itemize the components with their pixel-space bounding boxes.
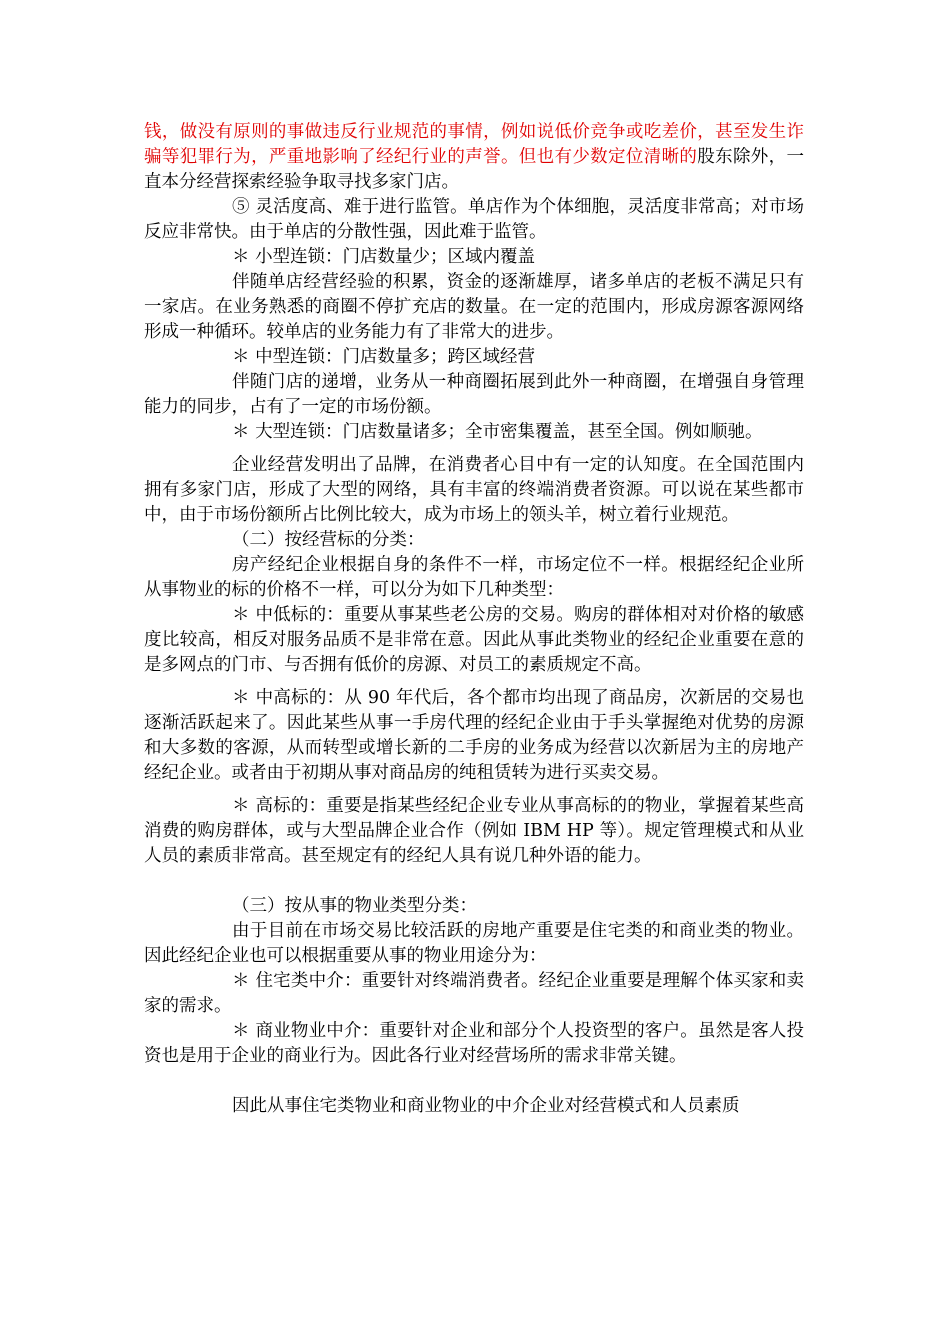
bullet-medium-chain: ＊ 中型连锁：门店数量多；跨区域经营 [232,347,536,367]
highlighted-text: 钱，做没有原则的事做违反行业规范的事情，例如说低价竞争或吃差价，甚至发生诈骗等犯罪行为，严重地影响了经纪行业的声誉。但也有少数定位清晰的 [144,122,804,167]
paragraph-intro [144,120,804,195]
document-body [144,120,804,1119]
bullet-residential: ＊ 住宅类中介：重要针对终端消费者。经纪企业重要是理解个体买家和卖家的需求。 [144,971,804,1016]
spacer [144,1069,804,1094]
paragraph-target-intro: 房产经纪企业根据自身的条件不一样，市场定位不一样。根据经纪企业所从事物业的标的价格不一样，可以分为如下几种类型： [144,555,804,600]
paragraph-small-chain: 伴随单店经营经验的积累，资金的逐渐雄厚，诸多单店的老板不满足只有一家店。在业务熟悉的商圈不停扩充店的数量。在一定的范围内，形成房源客源网络形成一种循环。较单店的业务能力有了非常大的进步。 [144,272,804,342]
section-heading-2: （二）按经营标的分类： [232,530,425,550]
bullet-small-chain: ＊ 小型连锁：门店数量少；区域内覆盖 [232,247,536,267]
bullet-large-chain: ＊ 大型连锁：门店数量诸多；全市密集覆盖，甚至全国。例如顺驰。 [232,422,763,442]
paragraph-flexibility: ⑤ 灵活度高、难于进行监管。单店作为个体细胞，灵活度非常高；对市场反应非常快。由于单店的分散性强，因此难于监管。 [144,197,804,242]
paragraph-medium-chain: 伴随门店的递增，业务从一种商圈拓展到此外一种商圈，在增强自身管理能力的同步，占有了一定的市场份额。 [144,372,804,417]
spacer [144,678,804,686]
spacer [144,445,804,453]
bullet-high: ＊ 高标的：重要是指某些经纪企业专业从事高标的的物业，掌握着某些高消费的购房群体，或与大型品牌企业合作（例如 IBM HP 等）。规定管理模式和从业人员的素质非常高。甚至规定有的经纪人具有说几种外语的能力。 [144,796,804,866]
paragraph-text: 股东除外，一直本分经营探索经验争取寻找多家门店。 [144,147,805,192]
section-heading-3: （三）按从事的物业类型分类： [232,896,477,916]
bullet-mid-low: ＊ 中低标的：重要从事某些老公房的交易。购房的群体相对对价格的敏感度比较高，相反对服务品质不是非常在意。因此从事此类物业的经纪企业重要在意的是多网点的门市、与否拥有低价的房源、对员工的素质规定不高。 [144,605,804,675]
spacer [144,869,804,894]
paragraph-large-chain: 企业经营发明出了品牌，在消费者心目中有一定的认知度。在全国范围内拥有多家门店，形成了大型的网络，具有丰富的终端消费者资源。可以说在某些都市中，由于市场份额所占比例比较大，成为市场上的领头羊，树立着行业规范。 [144,455,804,525]
bullet-mid-high: ＊ 中高标的：从 90 年代后，各个都市均出现了商品房，次新居的交易也逐渐活跃起来了。因此某些从事一手房代理的经纪企业由于手头掌握绝对优势的房源和大多数的客源，从而转型或增长新的二手房的业务成为经营以次新居为主的房地产经纪企业。或者由于初期从事对商品房的纯租赁转为进行买卖交易。 [144,688,804,783]
spacer [144,786,804,794]
paragraph-property-intro: 由于目前在市场交易比较活跃的房地产重要是住宅类的和商业类的物业。因此经纪企业也可以根据重要从事的物业用途分为： [144,921,804,966]
paragraph-conclusion: 因此从事住宅类物业和商业物业的中介企业对经营模式和人员素质 [232,1096,740,1116]
bullet-commercial: ＊ 商业物业中介：重要针对企业和部分个人投资型的客户。虽然是客人投资也是用于企业的商业行为。因此各行业对经营场所的需求非常关键。 [144,1021,804,1066]
